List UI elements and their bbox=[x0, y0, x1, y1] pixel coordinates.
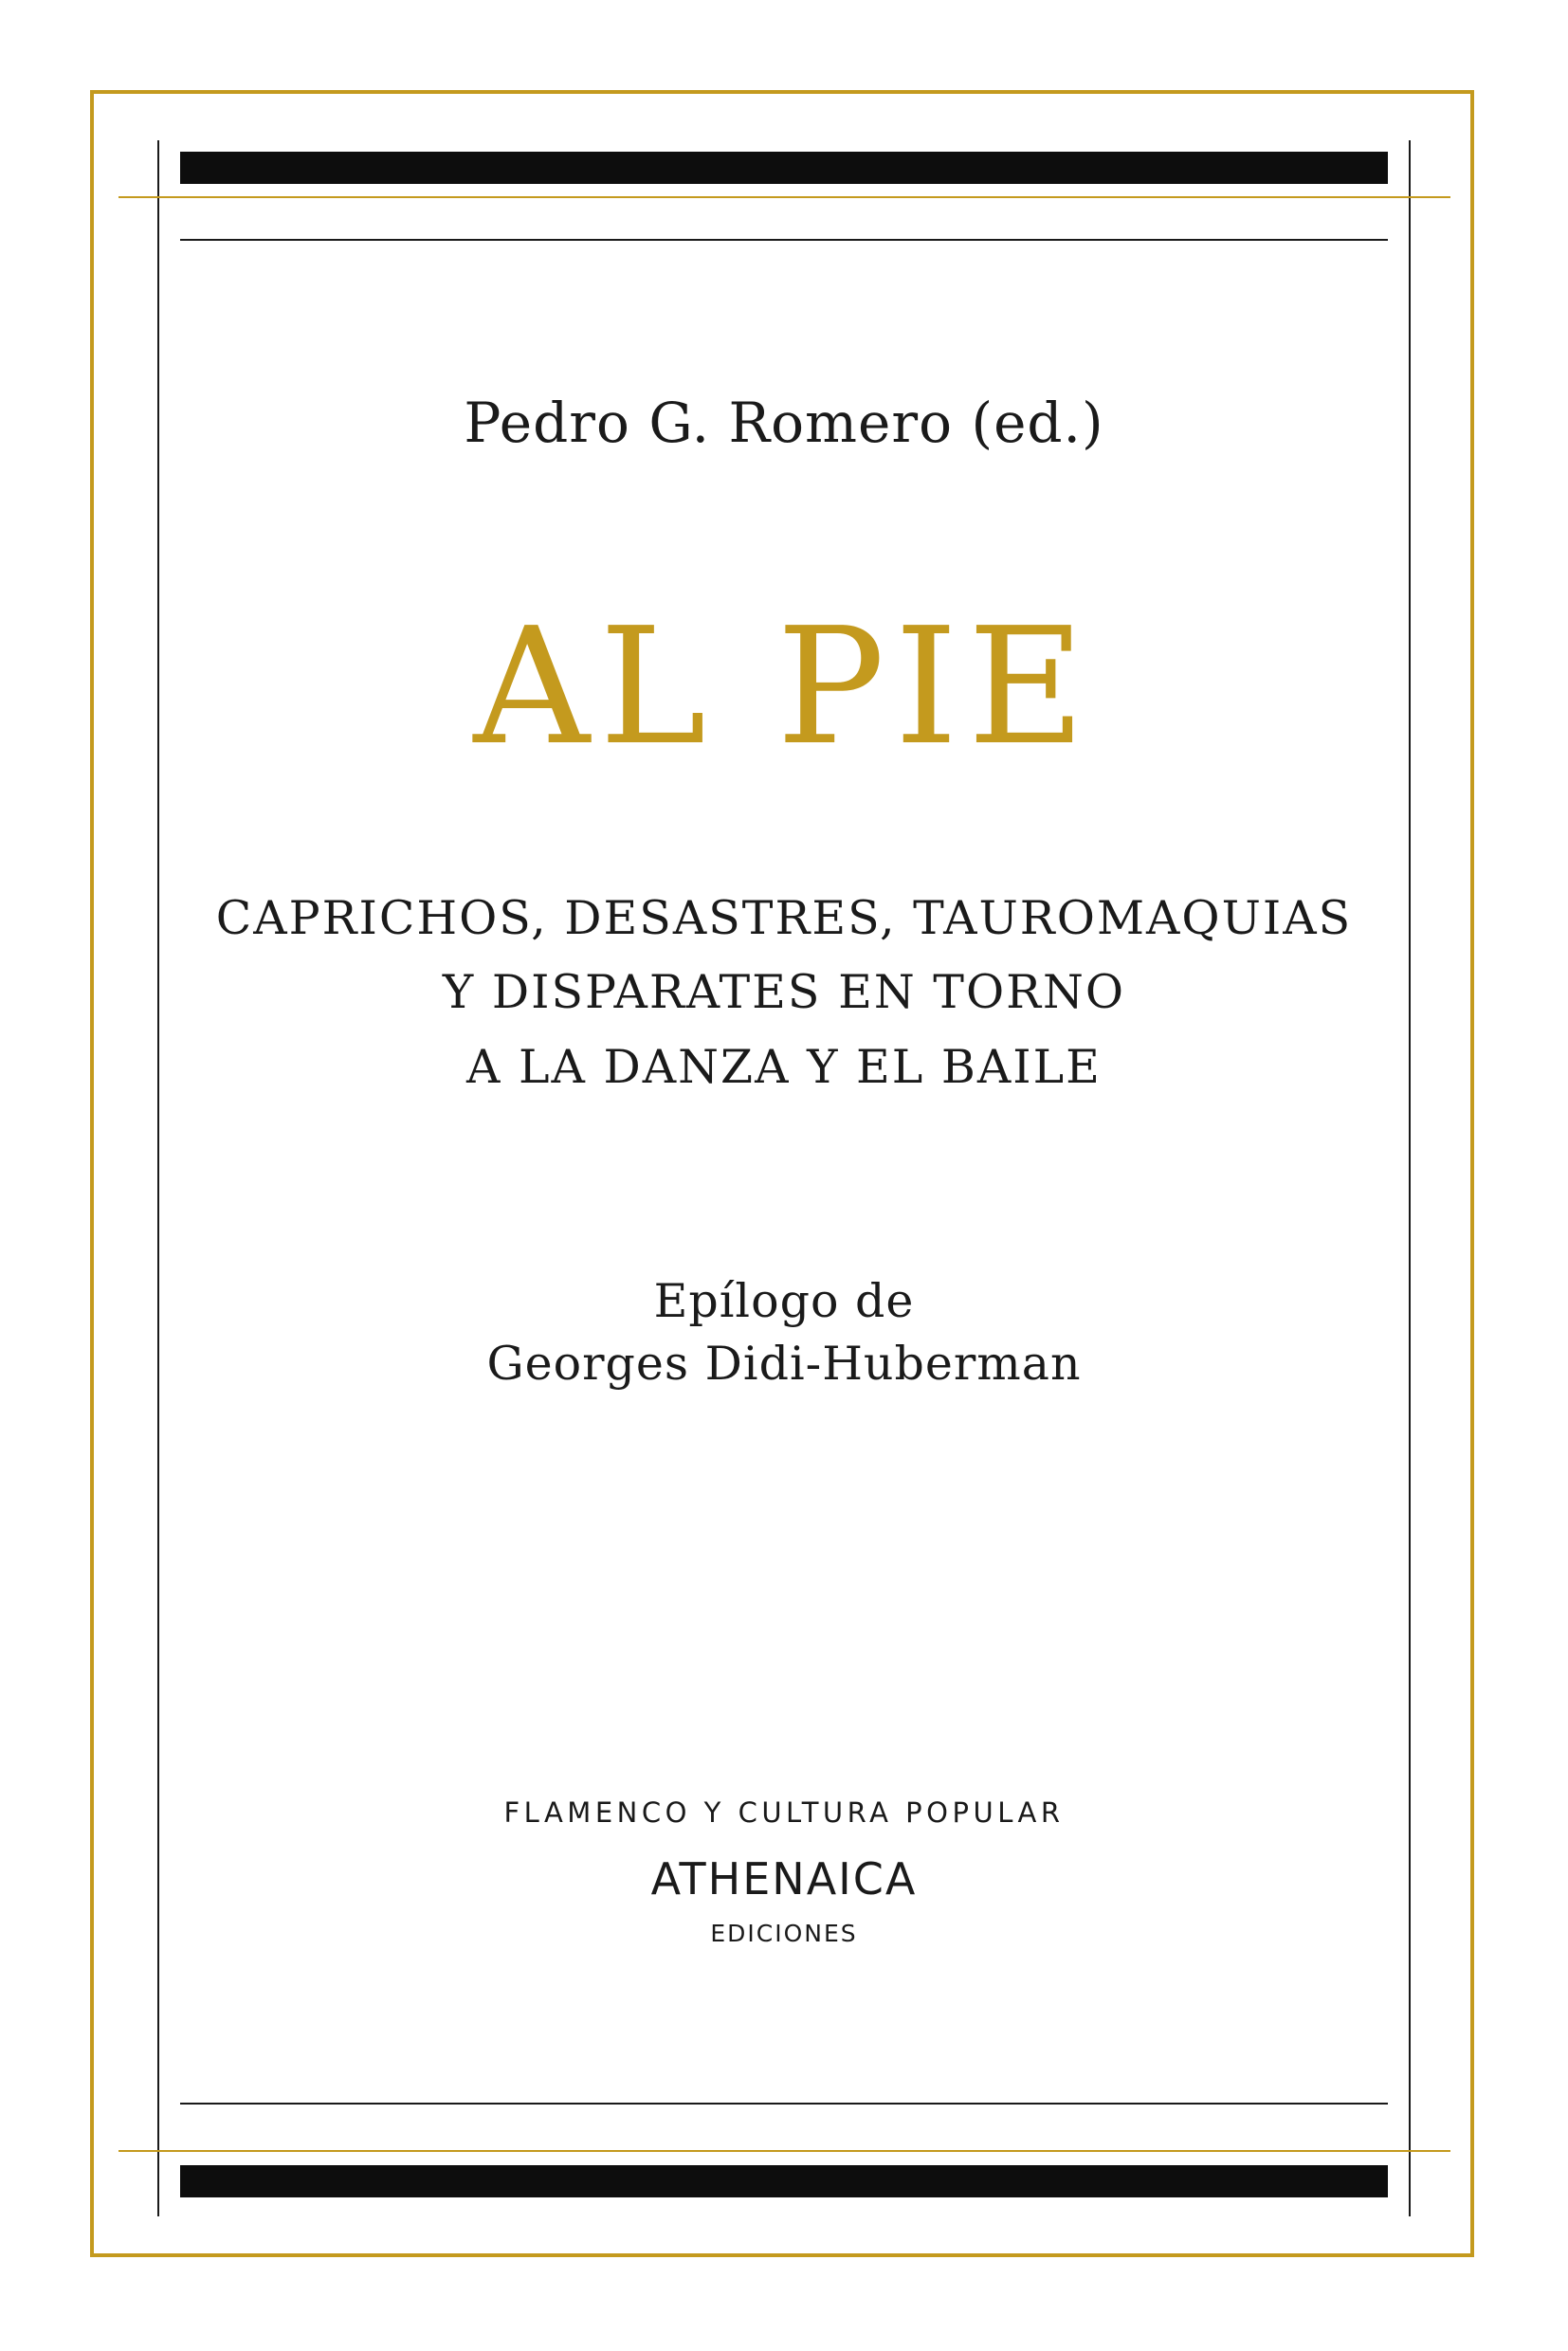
publisher-logo: ATHENAICA bbox=[650, 1853, 918, 1904]
publisher-imprint: EDICIONES bbox=[710, 1920, 858, 1947]
subtitle bbox=[0, 882, 1568, 1104]
subtitle-line: CAPRICHOS, DESASTRES, TAUROMAQUIAS bbox=[215, 891, 1353, 945]
epilogue-line: Epílogo de bbox=[653, 1274, 915, 1328]
bottom-thick-rule bbox=[180, 2165, 1388, 2197]
epilogue-credit bbox=[0, 1270, 1568, 1395]
top-gold-rule bbox=[119, 196, 1450, 198]
epilogue-line: Georges Didi-Huberman bbox=[486, 1337, 1082, 1392]
subtitle-line: Y DISPARATES EN TORNO bbox=[442, 965, 1126, 1020]
author: Pedro G. Romero (ed.) bbox=[464, 391, 1104, 455]
top-thick-rule bbox=[180, 152, 1388, 184]
book-title: AL PIE bbox=[473, 593, 1095, 781]
bottom-thin-rule bbox=[180, 2103, 1388, 2105]
collection-name: FLAMENCO Y CULTURA POPULAR bbox=[503, 1796, 1065, 1829]
bottom-gold-rule bbox=[119, 2150, 1450, 2152]
subtitle-line: A LA DANZA Y EL BAILE bbox=[466, 1039, 1102, 1094]
top-thin-rule bbox=[180, 239, 1388, 241]
